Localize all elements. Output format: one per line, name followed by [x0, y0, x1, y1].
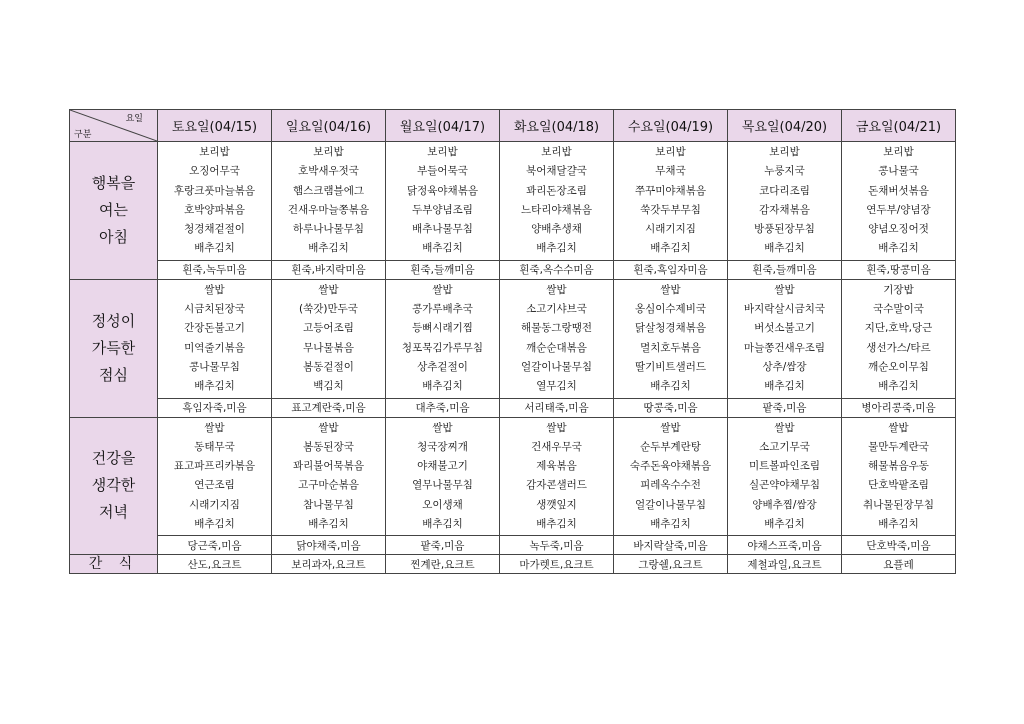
dinner-porridge-row: [70, 536, 956, 555]
header-row: [70, 110, 956, 142]
menu-item: 쌀밥: [660, 421, 681, 434]
lunch-menu-cell: [728, 279, 842, 398]
menu-item: 배추김치: [536, 242, 577, 255]
menu-item: 쌀밥: [888, 421, 909, 434]
menu-item: 배추김치: [878, 380, 919, 393]
lunch-menu-cell: [158, 279, 272, 398]
breakfast-menu-cell: [272, 142, 386, 261]
menu-item: 배추김치: [194, 242, 235, 255]
dinner-label-line: 저녁: [99, 503, 128, 522]
porridge-cell: 닭야채죽,미음: [272, 536, 386, 555]
menu-item: 멸치호두볶음: [640, 341, 701, 354]
menu-item: 바지락살시금치국: [743, 303, 826, 316]
porridge-cell: 단호박죽,미음: [842, 536, 956, 555]
menu-item: 배추김치: [536, 518, 577, 531]
menu-item: 돈채버섯볶음: [868, 184, 929, 197]
breakfast-menu-cell: [728, 142, 842, 261]
snack-cell: 산도,요크트: [158, 555, 272, 574]
menu-item: 꽈리돈장조림: [526, 184, 587, 197]
menu-item: 두부양념조림: [412, 203, 473, 216]
menu-item: 배추김치: [878, 242, 919, 255]
day-header: 목요일(04/20): [728, 110, 842, 142]
porridge-cell: 당근죽,미음: [158, 536, 272, 555]
dinner-label-line: 생각한: [91, 476, 136, 495]
menu-item: 부들어묵국: [417, 165, 468, 178]
dinner-menu-cell: [728, 417, 842, 536]
day-header: 화요일(04/18): [500, 110, 614, 142]
menu-item: 마늘쫑건새우조림: [743, 341, 826, 354]
porridge-cell: 표고계란죽,미음: [272, 398, 386, 417]
menu-item: 누룽지국: [764, 165, 805, 178]
menu-item: 쌀밥: [660, 283, 681, 296]
menu-item: 시래기지짐: [645, 223, 696, 236]
menu-item: 상추겉절이: [417, 360, 468, 373]
lunch-row: [70, 279, 956, 398]
lunch-label-line: 정성이: [91, 311, 136, 330]
menu-item: 봄동겉절이: [303, 360, 354, 373]
menu-item: 쌀밥: [546, 421, 567, 434]
day-header: 수요일(04/19): [614, 110, 728, 142]
lunch-menu-cell: [272, 279, 386, 398]
menu-item: 북어채달걀국: [526, 165, 587, 178]
menu-item: 버섯소불고기: [754, 322, 815, 335]
menu-item: 연두부/양념장: [866, 203, 931, 216]
menu-item: 지단,호박,당근: [864, 322, 933, 335]
dinner-label: [70, 417, 158, 555]
corner-cell: [70, 110, 158, 142]
porridge-cell: 흰죽,들깨미음: [728, 260, 842, 279]
menu-item: 참나물무침: [303, 498, 354, 511]
breakfast-menu-cell: [614, 142, 728, 261]
menu-item: 옹심이수제비국: [634, 303, 706, 316]
menu-item: 깨순오이무침: [868, 360, 929, 373]
porridge-cell: 흰죽,옥수수미음: [500, 260, 614, 279]
snack-cell: 요플레: [842, 555, 956, 574]
menu-item: 배추김치: [650, 242, 691, 255]
menu-item: 양배추생채: [531, 223, 582, 236]
menu-item: 닭살청경채볶음: [634, 322, 706, 335]
menu-item: 소고기샤브국: [526, 303, 587, 316]
menu-item: 보리밥: [541, 146, 572, 158]
menu-item: 배추김치: [308, 518, 349, 531]
menu-item: 건새우무국: [531, 440, 582, 453]
menu-item: 국수말이국: [873, 303, 924, 316]
menu-item: 등뼈시래기찜: [412, 322, 473, 335]
menu-item: 표고파프리카볶음: [173, 460, 256, 473]
menu-item: 생깻잎지: [536, 498, 577, 511]
menu-item: 물만두계란국: [868, 440, 929, 453]
menu-item: 청포묵김가루무침: [401, 341, 484, 354]
menu-item: 기장밥: [883, 283, 914, 296]
lunch-menu-cell: [614, 279, 728, 398]
porridge-cell: 야채스프죽,미음: [728, 536, 842, 555]
menu-item: 양배추찜/쌈장: [752, 498, 817, 511]
menu-item: 오이생채: [422, 498, 463, 511]
menu-item: 콩나물무침: [189, 360, 240, 373]
menu-item: 쌀밥: [318, 283, 339, 296]
day-header: 월요일(04/17): [386, 110, 500, 142]
snack-cell: 보리과자,요크트: [272, 555, 386, 574]
menu-item: 보리밥: [199, 146, 230, 158]
menu-item: (쑥갓)만두국: [299, 303, 358, 316]
day-header: 금요일(04/21): [842, 110, 956, 142]
menu-item: 미트볼파인조림: [748, 460, 820, 473]
menu-item: 콩가루배추국: [412, 303, 473, 316]
menu-item: 고등어조림: [303, 322, 354, 335]
dinner-menu-cell: [158, 417, 272, 536]
snack-cell: 제철과일,요크트: [728, 555, 842, 574]
dinner-menu-cell: [842, 417, 956, 536]
menu-item: 배추김치: [194, 380, 235, 393]
menu-item: 쌀밥: [432, 283, 453, 296]
menu-item: 배추나물무침: [412, 223, 473, 236]
menu-item: 상추/쌈장: [762, 360, 807, 373]
menu-item: 쌀밥: [774, 421, 795, 434]
menu-item: 제육볶음: [536, 460, 577, 473]
menu-item: 건새우마늘쫑볶음: [287, 203, 370, 216]
snack-row: [70, 555, 956, 574]
snack-cell: 찐계란,요크트: [386, 555, 500, 574]
menu-item: 고구마순볶음: [298, 479, 359, 492]
lunch-menu-cell: [500, 279, 614, 398]
menu-item: 보리밥: [883, 146, 914, 158]
menu-item: 미역줄기볶음: [184, 341, 245, 354]
lunch-porridge-row: [70, 398, 956, 417]
menu-item: 배추김치: [650, 518, 691, 531]
menu-item: 봄동된장국: [303, 440, 354, 453]
corner-category-label: 구분: [74, 130, 92, 140]
porridge-cell: 흰죽,녹두미음: [158, 260, 272, 279]
day-header: 토요일(04/15): [158, 110, 272, 142]
breakfast-menu-cell: [842, 142, 956, 261]
menu-item: 배추김치: [878, 518, 919, 531]
breakfast-menu-cell: [386, 142, 500, 261]
menu-item: 코다리조림: [759, 184, 810, 197]
menu-item: 느타리야채볶음: [520, 203, 592, 216]
breakfast-porridge-row: [70, 260, 956, 279]
menu-item: 쌀밥: [432, 421, 453, 434]
porridge-cell: 녹두죽,미음: [500, 536, 614, 555]
menu-item: 쌀밥: [204, 283, 225, 296]
menu-item: 무채국: [655, 165, 686, 178]
breakfast-label-line: 여는: [99, 200, 128, 219]
menu-item: 배추김치: [422, 380, 463, 393]
menu-item: 피레옥수수전: [640, 479, 701, 492]
menu-item: 배추김치: [422, 242, 463, 255]
menu-item: 쌀밥: [318, 421, 339, 434]
breakfast-label-line: 행복을: [91, 173, 136, 192]
menu-item: 해물볶음우동: [868, 460, 929, 473]
breakfast-row: [70, 142, 956, 261]
lunch-label-line: 점심: [99, 365, 128, 384]
menu-item: 배추김치: [650, 380, 691, 393]
menu-item: 꽈리불어묵볶음: [292, 460, 364, 473]
menu-item: 배추김치: [764, 518, 805, 531]
porridge-cell: 흰죽,흑임자미음: [614, 260, 728, 279]
dinner-menu-cell: [272, 417, 386, 536]
menu-item: 순두부계란탕: [640, 440, 701, 453]
menu-item: 얼갈이나물무침: [520, 360, 592, 373]
dinner-menu-cell: [386, 417, 500, 536]
porridge-cell: 흑임자죽,미음: [158, 398, 272, 417]
menu-item: 생선가스/타르: [866, 341, 931, 354]
breakfast-menu-cell: [500, 142, 614, 261]
breakfast-menu-cell: [158, 142, 272, 261]
menu-item: 닭정육야채볶음: [406, 184, 478, 197]
menu-item: 열무나물무침: [412, 479, 473, 492]
porridge-cell: 땅콩죽,미음: [614, 398, 728, 417]
menu-item: 청국장찌개: [417, 440, 468, 453]
porridge-cell: 서리태죽,미음: [500, 398, 614, 417]
porridge-cell: 병아리콩죽,미음: [842, 398, 956, 417]
menu-item: 햄스크램블에그: [292, 184, 364, 197]
porridge-cell: 흰죽,바지락미음: [272, 260, 386, 279]
breakfast-label-line: 아침: [99, 227, 128, 246]
menu-item: 배추김치: [194, 518, 235, 531]
menu-item: 호박새우젓국: [298, 165, 359, 178]
menu-item: 쌀밥: [546, 283, 567, 296]
porridge-cell: 흰죽,땅콩미음: [842, 260, 956, 279]
menu-item: 방풍된장무침: [754, 223, 815, 236]
dinner-row: [70, 417, 956, 536]
menu-item: 배추김치: [764, 242, 805, 255]
menu-item: 연근조림: [194, 479, 235, 492]
snack-label: 간 식: [70, 555, 158, 574]
menu-item: 숙주돈육야채볶음: [629, 460, 712, 473]
menu-item: 무나물볶음: [303, 341, 354, 354]
porridge-cell: 흰죽,들깨미음: [386, 260, 500, 279]
porridge-cell: 바지락살죽,미음: [614, 536, 728, 555]
lunch-menu-cell: [386, 279, 500, 398]
menu-item: 보리밥: [769, 146, 800, 158]
menu-item: 딸기비트샐러드: [634, 360, 706, 373]
menu-item: 깨순순대볶음: [526, 341, 587, 354]
menu-item: 청경채겉절이: [184, 223, 245, 236]
dinner-menu-cell: [500, 417, 614, 536]
porridge-cell: 대추죽,미음: [386, 398, 500, 417]
menu-item: 얼갈이나물무침: [634, 498, 706, 511]
weekly-menu-table: [69, 109, 956, 574]
dinner-label-line: 건강을: [91, 449, 136, 468]
menu-item: 해물동그랑땡전: [520, 322, 592, 335]
menu-item: 시래기지짐: [189, 498, 240, 511]
menu-item: 후랑크풋마늘볶음: [173, 184, 256, 197]
menu-item: 소고기무국: [759, 440, 810, 453]
menu-item: 야채불고기: [417, 460, 468, 473]
menu-item: 쑥갓두부무침: [640, 203, 701, 216]
menu-item: 쭈꾸미야채볶음: [634, 184, 706, 197]
menu-item: 보리밥: [655, 146, 686, 158]
menu-item: 보리밥: [427, 146, 458, 158]
menu-item: 배추김치: [422, 518, 463, 531]
menu-item: 쌀밥: [774, 283, 795, 296]
menu-item: 오징어무국: [189, 165, 240, 178]
day-header: 일요일(04/16): [272, 110, 386, 142]
menu-item: 시금치된장국: [184, 303, 245, 316]
menu-item: 콩나물국: [878, 165, 919, 178]
menu-item: 호박양파볶음: [184, 203, 245, 216]
menu-item: 단호박팥조림: [868, 479, 929, 492]
menu-item: 취나물된장무침: [862, 498, 934, 511]
menu-item: 백김치: [313, 380, 344, 393]
menu-item: 간장돈불고기: [184, 322, 245, 335]
menu-item: 쌀밥: [204, 421, 225, 434]
menu-item: 동태무국: [194, 440, 235, 453]
lunch-label-line: 가득한: [91, 338, 136, 357]
menu-item: 배추김치: [308, 242, 349, 255]
menu-item: 실곤약야채무침: [748, 479, 820, 492]
snack-cell: 그랑쉘,요크트: [614, 555, 728, 574]
lunch-label: [70, 279, 158, 417]
breakfast-label: [70, 142, 158, 280]
menu-item: 감자콘샐러드: [526, 479, 587, 492]
corner-day-label: 요일: [125, 114, 143, 124]
snack-cell: 마가렛트,요크트: [500, 555, 614, 574]
menu-item: 보리밥: [313, 146, 344, 158]
porridge-cell: 팥죽,미음: [386, 536, 500, 555]
porridge-cell: 팥죽,미음: [728, 398, 842, 417]
menu-item: 배추김치: [764, 380, 805, 393]
menu-item: 하루나나물무침: [292, 223, 364, 236]
menu-item: 양념오징어젓: [868, 223, 929, 236]
lunch-menu-cell: [842, 279, 956, 398]
dinner-menu-cell: [614, 417, 728, 536]
menu-item: 열무김치: [536, 380, 577, 393]
menu-item: 감자채볶음: [759, 203, 810, 216]
